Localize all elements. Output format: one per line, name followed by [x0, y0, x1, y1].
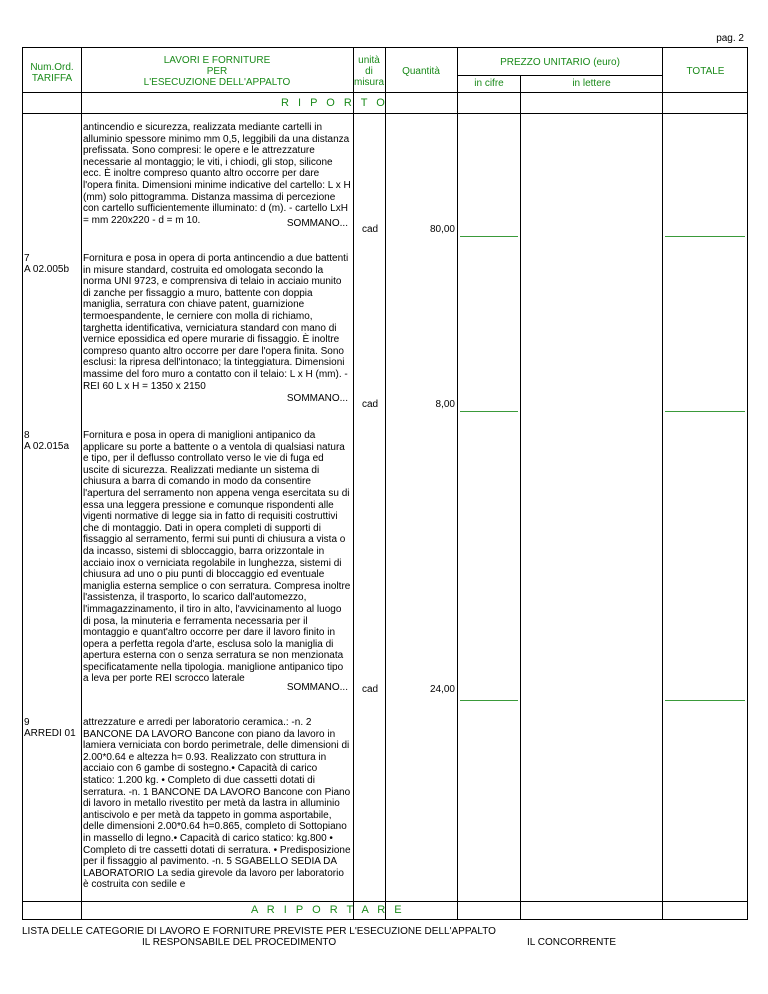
header-in-cifre: in cifre — [474, 78, 504, 89]
col-divider — [81, 47, 82, 920]
riportare-top-line — [22, 901, 748, 902]
header-num-ord: Num.Ord. TARIFFA — [30, 62, 74, 84]
quantity-value: 24,00 — [429, 684, 455, 695]
sommano-label: SOMMANO... — [286, 218, 348, 229]
unit-value: cad — [362, 684, 379, 695]
unit-value: cad — [362, 224, 379, 235]
footer-concorrente: IL CONCORRENTE — [527, 937, 617, 948]
riporto-bottom-line — [22, 113, 748, 114]
item-description: attrezzature e arredi per laboratorio ceramica.: -n. 2 BANCONE DA LAVORO Bancone con piano da lavoro in lamiera verniciata con bordo perimetrale, delle dimensioni di 2.00*0.64 e altezza h= 0.93. Realizzato con struttura in acciaio con 6 gambe di sostegno.• Capacità di carico statico: 1.200 kg. • Completo di due cassetti dotati di serratura. -n. 1 BANCONE DA LAVORO Bancone con Piano di lavoro in metallo rivestito per metà da lastra in alluminio antiscivolo e per metà da tappeto in gomma asportabile, delle dimensioni 2.00*0.64 h=0.865, completo di Sottopiano in massello di legno.• Capacità di carico statico: kg.800 • Completo di tre cassetti dotati di serratura. • Predisposizione per il fissaggio al pavimento. -n. 5 SGABELLO SEDIA DA LABORATORIO La sedia girevole da lavoro per laboratorio è costruita con sedile e — [83, 717, 351, 891]
footer-responsabile: IL RESPONSABILE DEL PROCEDIMENTO — [142, 937, 337, 948]
total-underline — [665, 411, 745, 412]
sommano-label: SOMMANO... — [286, 393, 348, 404]
page-number: pag. 2 — [716, 33, 744, 44]
price-underline — [460, 411, 518, 412]
riporto-label: R I P O R T O — [281, 97, 388, 109]
header-unita: unità di misura — [354, 55, 385, 88]
col-divider — [385, 47, 386, 920]
quantity-value: 80,00 — [429, 224, 455, 235]
header-bottom-line — [22, 92, 748, 93]
col-divider — [520, 75, 521, 920]
subheader-line — [458, 75, 662, 76]
total-underline — [665, 236, 745, 237]
item-description: antincendio e sicurezza, realizzata mediante cartelli in alluminio spessore minimo mm 0,5, leggibili da una distanza prefissata. Sono compresi: le opere e le attrezzature necessarie al montaggio; le viti, i chiodi, gli stop, silicone ecc. È inoltre compreso quanto altro occorre per dare l'opera finita. Dimensioni minime indicative del cartello: L x H (mm) solo pittogramma. Distanza massima di percezione con cartello sufficientemente illuminato: d (m). - cartello LxH = mm 220x220 - d = m 10. — [83, 122, 351, 226]
footer-title: LISTA DELLE CATEGORIE DI LAVORO E FORNITURE PREVISTE PER L'ESECUZIONE DELL'APPALTO — [22, 926, 496, 937]
header-in-lettere: in lettere — [572, 78, 611, 89]
col-divider — [662, 47, 663, 920]
a-riportare-label: A R I P O R T A R E — [251, 904, 405, 916]
total-underline — [665, 700, 745, 701]
col-divider — [457, 47, 458, 920]
price-underline — [460, 700, 518, 701]
unit-value: cad — [362, 399, 379, 410]
header-quantita: Quantità — [402, 66, 440, 77]
item-description: Fornitura e posa in opera di porta antincendio a due battenti in misure standard, costruita ed omologata secondo la norma UNI 9723, e comprensiva di telaio in acciaio munito di zanche per fissaggio a muro, battente con doppia maniglia, serratura con chiave patent, guarnizione termoespandente, le cerniere con molla di richiamo, targhetta identificativa, verniciatura standard con mano di vernice epossidica ed opere murarie di fissaggio. È inoltre compreso quanto altro occorre per dare l'opera finita. Sono esclusi: la ripresa dell'intonaco; la tinteggiatura. Dimensioni massime del foro muro a contatto con il telaio: L x H (mm). - REI 60 L x H = 1350 x 2150 — [83, 253, 349, 392]
col-divider — [353, 47, 354, 920]
item-code: 8 A 02.015a — [24, 430, 70, 452]
item-code: 7 A 02.005b — [24, 253, 70, 275]
header-lavori: LAVORI E FORNITURE PER L'ESECUZIONE DELL'APPALTO — [143, 55, 291, 88]
quantity-value: 8,00 — [435, 399, 455, 410]
price-underline — [460, 236, 518, 237]
sommano-label: SOMMANO... — [286, 682, 348, 693]
item-description: Fornitura e posa in opera di maniglioni antipanico da applicare su porte a battente o a ventola di qualsiasi natura e tipo, per il deflusso controllato verso le vie di fuga ed uscite di sicurezza. Realizzati mediante un sistema di chiusura a barra di comando in modo da consentire l'apertura del serramento non appena venga esercitata su di essa una leggera pressione e comunque rispondenti alle vigenti normative di legge sia in fatto di requisiti costruttivi che di montaggio. Dati in opera completi di supporti di fissaggio al serramento, fermi sui punti di chiusura a vista o da incasso, sistemi di sbloccaggio, barra orizzontale in acciaio inox o verniciata regolabile in lunghezza, sistemi di chiusura ad uno o piu punti di bloccaggio ed eventuale maniglia esterna semplice o con serratura. Compresa inoltre l'assistenza, il trasporto, lo scarico dall'automezzo, l'immagazzinamento, il tiro in alto, l'avvicinamento al luogo di posa, la minuteria e ferramenta necessaria per il montaggio e quant'altro occorre per dare il lavoro finito in opera a perfetta regola d'arte, esclusa solo la maniglia di apertura esterna con o senza serratura se non menzionata specificatamente nella tipologia. maniglione antipanico tipo a leva per porte REI scrocco laterale — [83, 430, 351, 685]
item-code: 9 ARREDI 01 — [24, 717, 76, 739]
header-totale: TOTALE — [686, 66, 725, 77]
header-prezzo: PREZZO UNITARIO (euro) — [500, 57, 620, 68]
